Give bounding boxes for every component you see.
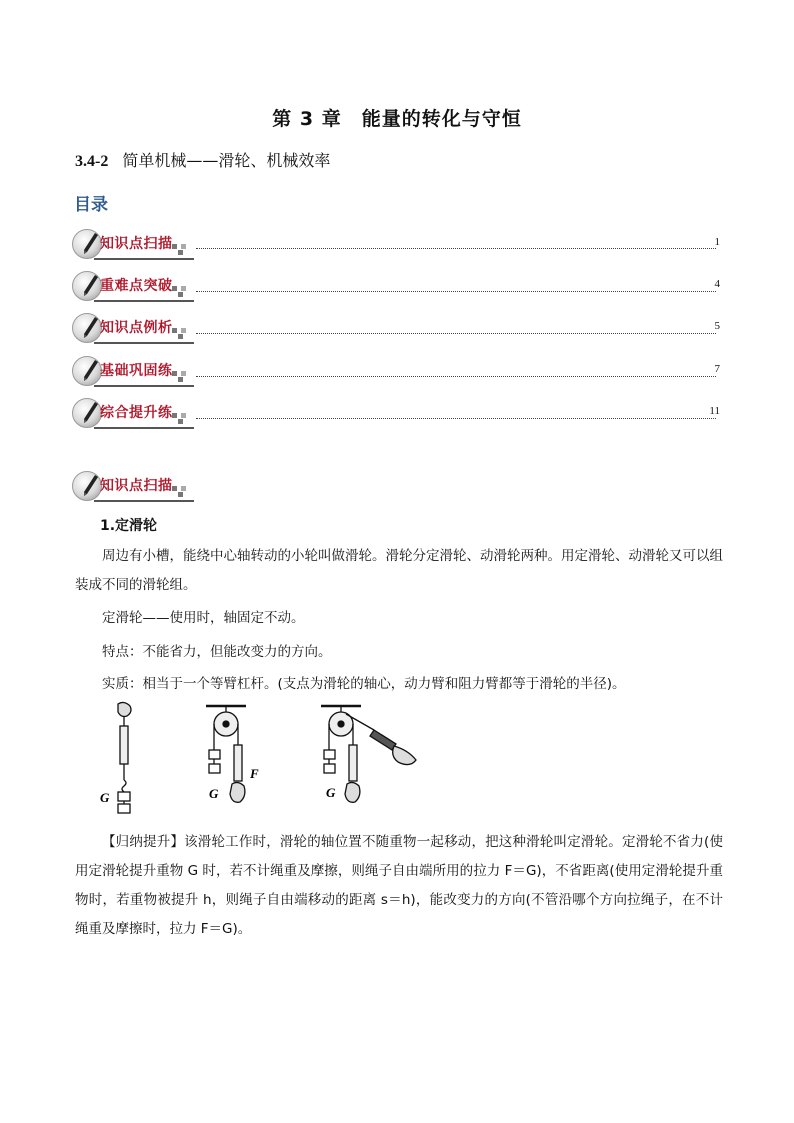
toc-page-number[interactable]: 4 — [714, 278, 720, 290]
section-number: 3.4-2 — [75, 153, 109, 170]
paragraph-intro: 周边有小槽，能绕中心轴转动的小轮叫做滑轮。滑轮分定滑轮、动滑轮两种。用定滑轮、动滑轮又可以组装成不同的滑轮组。 — [75, 548, 723, 593]
toc-entry-badge[interactable] — [72, 312, 194, 346]
force-label-f: F — [250, 766, 259, 781]
paragraph-definition: 定滑轮——使用时，轴固定不动。 — [102, 610, 305, 626]
toc-heading: 目录 — [74, 195, 108, 215]
toc-leader — [196, 333, 716, 334]
pen-icon — [80, 274, 100, 298]
toc-leader — [196, 376, 716, 377]
squares-icon — [172, 486, 186, 498]
weight-label-g: G — [326, 785, 336, 800]
pen-icon — [80, 359, 100, 383]
squares-icon — [172, 413, 186, 425]
badge-underline — [94, 300, 194, 302]
toc-entry-badge[interactable] — [72, 355, 194, 389]
squares-icon — [172, 371, 186, 383]
toc-entry-badge[interactable] — [72, 397, 194, 431]
toc-leader — [196, 248, 716, 249]
squares-icon — [172, 244, 186, 256]
toc-entry-badge[interactable] — [72, 270, 194, 304]
spring-scale-figure — [118, 702, 131, 813]
toc-item-label: 重难点突破 — [100, 278, 173, 294]
section-badge — [72, 470, 194, 504]
weight-label-g: G — [100, 790, 110, 805]
toc-leader — [196, 418, 716, 419]
toc-page-number[interactable]: 7 — [714, 363, 720, 375]
toc-page-number[interactable]: 5 — [714, 320, 720, 332]
badge-underline — [94, 385, 194, 387]
section-name: 简单机械——滑轮、机械效率 — [122, 151, 331, 170]
toc-item-label: 知识点扫描 — [100, 236, 173, 252]
pen-icon — [80, 316, 100, 340]
chapter-title: 第 3 章 能量的转化与守恒 — [272, 108, 522, 130]
toc-page-number[interactable]: 11 — [709, 405, 720, 417]
paragraph-essence: 实质：相当于一个等臂杠杆。(支点为滑轮的轴心，动力臂和阻力臂都等于滑轮的半径)。 — [102, 676, 626, 692]
squares-icon — [172, 328, 186, 340]
badge-underline — [94, 258, 194, 260]
toc-entry-badge[interactable] — [72, 228, 194, 262]
badge-underline — [94, 342, 194, 344]
weight-label-g: G — [209, 786, 219, 801]
section-title — [75, 148, 330, 171]
content-heading: 1.定滑轮 — [100, 518, 158, 534]
pen-icon — [80, 474, 100, 498]
toc-item-label: 知识点例析 — [100, 320, 173, 336]
toc-item-label: 基础巩固练 — [100, 363, 173, 379]
squares-icon — [172, 286, 186, 298]
badge-underline — [94, 427, 194, 429]
paragraph-summary: 【归纳提升】该滑轮工作时，滑轮的轴位置不随重物一起移动，把这种滑轮叫定滑轮。定滑轮不省力(使用定滑轮提升重物 G 时，若不计绳重及摩擦，则绳子自由端所用的拉力 F＝G)，不省距离(使用定滑轮提升重物时，若重物被提升 h，则绳子自由端移动的距离 s＝h)，能改变力的方向(不管沿哪个方向拉绳子，在不计绳重及摩擦时，拉力 F＝G)。 — [75, 834, 723, 937]
pen-icon — [80, 232, 100, 256]
paragraph-feature: 特点：不能省力，但能改变力的方向。 — [102, 644, 332, 660]
toc-page-number[interactable]: 1 — [714, 236, 720, 248]
pen-icon — [80, 401, 100, 425]
fixed-pulley-illustration — [96, 700, 436, 815]
section-badge-label: 知识点扫描 — [100, 478, 173, 494]
badge-underline — [94, 500, 194, 502]
toc-item-label: 综合提升练 — [100, 405, 173, 421]
toc-leader — [196, 291, 716, 292]
